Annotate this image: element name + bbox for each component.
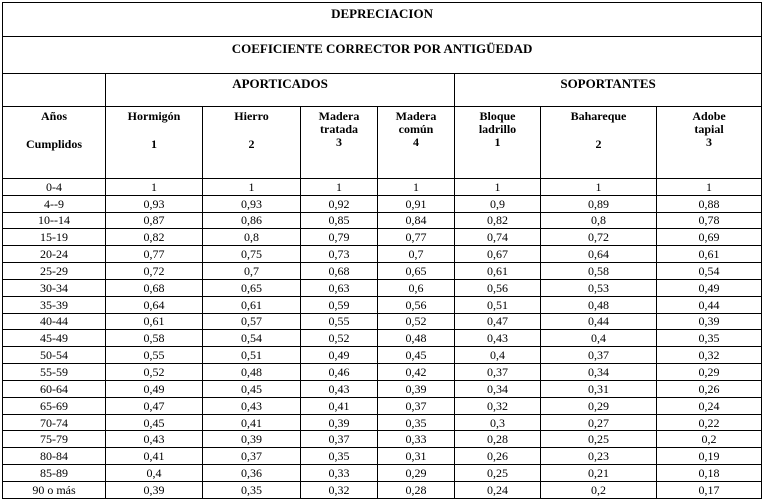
table-cell: 0,52 — [106, 364, 203, 381]
table-title: DEPRECIACION — [3, 3, 762, 37]
table-cell: 0,37 — [301, 431, 378, 448]
table-cell: 0,68 — [301, 263, 378, 280]
table-cell: 0,45 — [378, 347, 455, 364]
table-cell: 0,55 — [301, 313, 378, 330]
table-cell: 0,52 — [301, 330, 378, 347]
header-label: tratada — [320, 122, 358, 137]
table-cell: 0,73 — [301, 246, 378, 263]
header-label: Hierro — [234, 109, 269, 124]
header-number: 3 — [706, 135, 713, 150]
table-cell: 0,54 — [657, 263, 762, 280]
table-cell: 0,51 — [455, 296, 541, 313]
table-row — [3, 347, 762, 364]
table-cell: 0,91 — [378, 195, 455, 212]
header-number: 1 — [151, 137, 157, 152]
table-subtitle: COEFICIENTE CORRECTOR POR ANTIGÜEDAD — [3, 36, 762, 73]
table-row — [3, 431, 762, 448]
row-age-range: 35-39 — [3, 296, 106, 313]
table-cell: 0,54 — [203, 330, 301, 347]
table-row — [3, 212, 762, 229]
table-cell: 0,47 — [455, 313, 541, 330]
table-cell: 0,43 — [455, 330, 541, 347]
table-cell: 0,68 — [106, 279, 203, 296]
table-cell: 0,3 — [455, 414, 541, 431]
row-age-range: 50-54 — [3, 347, 106, 364]
table-cell: 0,17 — [657, 482, 762, 499]
table-cell: 0,26 — [657, 380, 762, 397]
row-age-range: 60-64 — [3, 380, 106, 397]
header-label: Años — [40, 109, 67, 124]
column-header-madera-comun — [378, 107, 455, 179]
table-cell: 0,49 — [106, 380, 203, 397]
header-number: 1 — [494, 135, 501, 150]
row-age-range: 15-19 — [3, 229, 106, 246]
table-cell: 0,77 — [378, 229, 455, 246]
table-cell: 0,86 — [203, 212, 301, 229]
table-cell: 0,6 — [378, 279, 455, 296]
table-cell: 0,55 — [106, 347, 203, 364]
table-cell: 0,67 — [455, 246, 541, 263]
row-age-range: 40-44 — [3, 313, 106, 330]
table-cell: 0,58 — [106, 330, 203, 347]
table-cell: 0,35 — [657, 330, 762, 347]
table-cell: 0,58 — [541, 263, 657, 280]
table-row — [3, 364, 762, 381]
header-label: Bahareque — [570, 109, 627, 124]
table-cell: 0,79 — [301, 229, 378, 246]
table-cell: 0,2 — [657, 431, 762, 448]
table-cell: 0,8 — [203, 229, 301, 246]
table-row — [3, 397, 762, 414]
table-cell: 0,85 — [301, 212, 378, 229]
table-cell: 0,48 — [378, 330, 455, 347]
table-row — [3, 482, 762, 499]
column-header-bahareque — [541, 107, 657, 179]
header-label: ladrillo — [478, 122, 517, 137]
table-cell: 0,75 — [203, 246, 301, 263]
column-header-anos-cumplidos — [3, 107, 106, 179]
table-cell: 0,21 — [541, 465, 657, 482]
table-cell: 0,53 — [541, 279, 657, 296]
header-label: Adobe — [692, 109, 726, 124]
table-cell: 0,31 — [541, 380, 657, 397]
header-label: Hormigón — [127, 109, 181, 124]
table-row — [3, 246, 762, 263]
table-cell: 0,29 — [657, 364, 762, 381]
table-cell: 0,4 — [541, 330, 657, 347]
table-row — [3, 195, 762, 212]
header-label: común — [398, 122, 434, 137]
table-cell: 0,33 — [301, 465, 378, 482]
table-cell: 0,41 — [106, 448, 203, 465]
column-header-adobe-tapial — [657, 107, 762, 179]
table-cell: 0,8 — [541, 212, 657, 229]
table-cell: 0,24 — [455, 482, 541, 499]
row-age-range: 55-59 — [3, 364, 106, 381]
table-cell: 0,56 — [378, 296, 455, 313]
table-cell: 1 — [378, 178, 455, 195]
table-cell: 0,41 — [203, 414, 301, 431]
table-cell: 1 — [455, 178, 541, 195]
table-cell: 0,61 — [657, 246, 762, 263]
table-cell: 1 — [301, 178, 378, 195]
table-cell: 0,45 — [106, 414, 203, 431]
row-age-range: 20-24 — [3, 246, 106, 263]
table-cell: 0,61 — [203, 296, 301, 313]
table-cell: 0,32 — [455, 397, 541, 414]
table-cell: 0,24 — [657, 397, 762, 414]
table-cell: 0,37 — [203, 448, 301, 465]
table-cell: 0,28 — [378, 482, 455, 499]
table-cell: 0,37 — [455, 364, 541, 381]
table-cell: 0,41 — [301, 397, 378, 414]
table-cell: 0,44 — [657, 296, 762, 313]
table-cell: 0,35 — [378, 414, 455, 431]
row-age-range: 30-34 — [3, 279, 106, 296]
table-row — [3, 380, 762, 397]
header-number: 3 — [336, 135, 342, 150]
header-label: Madera — [318, 109, 360, 124]
table-row — [3, 313, 762, 330]
column-header-madera-tratada — [301, 107, 378, 179]
table-cell: 0,39 — [657, 313, 762, 330]
row-age-range: 45-49 — [3, 330, 106, 347]
row-age-range: 10--14 — [3, 212, 106, 229]
table-cell: 0,82 — [455, 212, 541, 229]
table-row — [3, 414, 762, 431]
table-cell: 0,93 — [203, 195, 301, 212]
table-cell: 0,69 — [657, 229, 762, 246]
row-age-range: 85-89 — [3, 465, 106, 482]
group-header-blank — [3, 73, 106, 107]
row-age-range: 25-29 — [3, 263, 106, 280]
table-cell: 0,34 — [541, 364, 657, 381]
table-cell: 0,43 — [301, 380, 378, 397]
header-label: Madera — [395, 109, 437, 124]
table-row — [3, 465, 762, 482]
table-cell: 0,45 — [203, 380, 301, 397]
table-cell: 0,82 — [106, 229, 203, 246]
group-header-aporticados: APORTICADOS — [106, 73, 455, 107]
row-age-range: 75-79 — [3, 431, 106, 448]
table-cell: 0,29 — [541, 397, 657, 414]
table-cell: 0,47 — [106, 397, 203, 414]
header-label: Bloque — [479, 109, 516, 124]
table-row — [3, 263, 762, 280]
table-cell: 0,35 — [203, 482, 301, 499]
table-row — [3, 279, 762, 296]
table-cell: 1 — [541, 178, 657, 195]
table-cell: 0,34 — [455, 380, 541, 397]
depreciation-table — [2, 2, 762, 499]
table-cell: 0,23 — [541, 448, 657, 465]
table-cell: 0,19 — [657, 448, 762, 465]
table-cell: 0,2 — [541, 482, 657, 499]
table-cell: 0,48 — [203, 364, 301, 381]
table-cell: 0,32 — [301, 482, 378, 499]
column-header-bloque-ladrillo — [455, 107, 541, 179]
table-cell: 0,89 — [541, 195, 657, 212]
table-cell: 0,42 — [378, 364, 455, 381]
column-header-hierro — [203, 107, 301, 179]
table-cell: 0,64 — [541, 246, 657, 263]
table-row — [3, 229, 762, 246]
table-cell: 0,37 — [378, 397, 455, 414]
row-age-range: 0-4 — [3, 178, 106, 195]
table-cell: 0,28 — [455, 431, 541, 448]
table-cell: 0,37 — [541, 347, 657, 364]
table-row — [3, 330, 762, 347]
table-cell: 0,27 — [541, 414, 657, 431]
table-row — [3, 448, 762, 465]
table-cell: 0,72 — [106, 263, 203, 280]
table-cell: 0,78 — [657, 212, 762, 229]
table-cell: 0,59 — [301, 296, 378, 313]
table-cell: 0,51 — [203, 347, 301, 364]
table-cell: 0,39 — [378, 380, 455, 397]
table-cell: 0,7 — [378, 246, 455, 263]
table-cell: 0,4 — [455, 347, 541, 364]
table-cell: 0,64 — [106, 296, 203, 313]
header-label: tapial — [694, 122, 724, 137]
table-cell: 0,63 — [301, 279, 378, 296]
table-cell: 0,61 — [455, 263, 541, 280]
group-header-soportantes: SOPORTANTES — [455, 73, 762, 107]
table-cell: 0,52 — [378, 313, 455, 330]
table-cell: 0,4 — [106, 465, 203, 482]
table-cell: 0,35 — [301, 448, 378, 465]
column-header-hormigon — [106, 107, 203, 179]
table-cell: 0,49 — [301, 347, 378, 364]
row-age-range: 70-74 — [3, 414, 106, 431]
row-age-range: 90 o más — [3, 482, 106, 499]
table-cell: 0,29 — [378, 465, 455, 482]
table-cell: 0,32 — [657, 347, 762, 364]
header-number: 4 — [413, 135, 419, 150]
table-cell: 0,26 — [455, 448, 541, 465]
table-cell: 0,84 — [378, 212, 455, 229]
table-cell: 0,25 — [455, 465, 541, 482]
table-cell: 0,33 — [378, 431, 455, 448]
table-cell: 0,65 — [203, 279, 301, 296]
table-cell: 0,43 — [106, 431, 203, 448]
table-cell: 0,61 — [106, 313, 203, 330]
table-cell: 1 — [203, 178, 301, 195]
table-cell: 0,7 — [203, 263, 301, 280]
header-number: 2 — [595, 137, 602, 152]
table-cell: 0,46 — [301, 364, 378, 381]
table-cell: 0,25 — [541, 431, 657, 448]
table-cell: 0,9 — [455, 195, 541, 212]
table-cell: 0,39 — [301, 414, 378, 431]
table-cell: 0,88 — [657, 195, 762, 212]
table-cell: 0,49 — [657, 279, 762, 296]
table-cell: 0,72 — [541, 229, 657, 246]
row-age-range: 80-84 — [3, 448, 106, 465]
table-cell: 0,36 — [203, 465, 301, 482]
table-cell: 0,65 — [378, 263, 455, 280]
table-cell: 0,87 — [106, 212, 203, 229]
table-cell: 0,18 — [657, 465, 762, 482]
table-cell: 0,74 — [455, 229, 541, 246]
table-row — [3, 296, 762, 313]
table-cell: 0,22 — [657, 414, 762, 431]
table-cell: 0,77 — [106, 246, 203, 263]
table-cell: 0,31 — [378, 448, 455, 465]
table-cell: 0,56 — [455, 279, 541, 296]
table-row — [3, 178, 762, 195]
header-number: 2 — [248, 137, 255, 152]
table-cell: 0,48 — [541, 296, 657, 313]
table-cell: 1 — [106, 178, 203, 195]
table-cell: 0,93 — [106, 195, 203, 212]
header-label: Cumplidos — [25, 137, 83, 152]
row-age-range: 4--9 — [3, 195, 106, 212]
table-cell: 0,43 — [203, 397, 301, 414]
table-cell: 0,39 — [106, 482, 203, 499]
table-cell: 0,57 — [203, 313, 301, 330]
table-cell: 0,92 — [301, 195, 378, 212]
row-age-range: 65-69 — [3, 397, 106, 414]
table-cell: 0,39 — [203, 431, 301, 448]
table-cell: 1 — [657, 178, 762, 195]
table-cell: 0,44 — [541, 313, 657, 330]
